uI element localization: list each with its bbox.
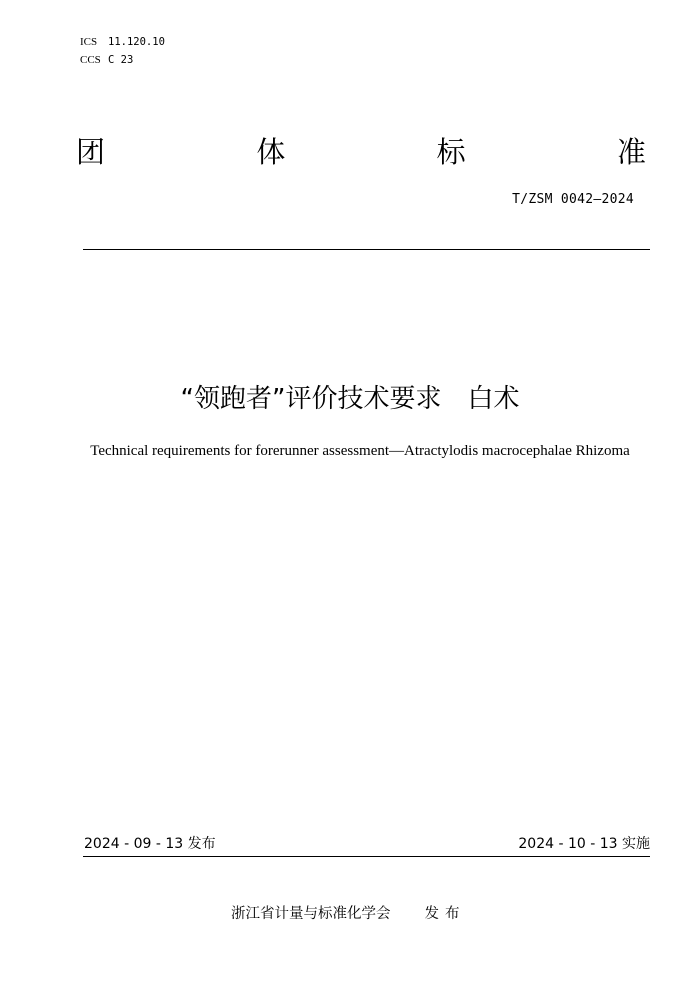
issue-date: 2024 - 09 - 13 发布 [84, 836, 216, 852]
ics-code [80, 35, 165, 49]
publisher-name: 浙江省计量与标准化学会 [231, 906, 391, 922]
ccs-value: C 23 [108, 54, 134, 66]
publisher-line [231, 904, 466, 924]
standard-type-heading [76, 132, 646, 172]
chinese-title: “领跑者”评价技术要求 白术 [180, 384, 520, 414]
ics-label: ICS [80, 36, 98, 48]
publish-action: 发布 [424, 906, 466, 922]
ccs-code [80, 53, 133, 67]
standard-type-char: 团 [76, 135, 106, 169]
top-divider [83, 249, 650, 250]
english-title: Technical requirements for forerunner assessment—Atractylodis macrocephalae Rhizoma [90, 443, 630, 459]
ccs-label: CCS [80, 54, 101, 66]
implementation-date: 2024 - 10 - 13 实施 [518, 836, 650, 852]
bottom-divider [83, 856, 650, 857]
ics-value: 11.120.10 [108, 36, 165, 48]
standard-type-char: 体 [256, 135, 286, 169]
standard-code: T/ZSM 0042—2024 [512, 192, 634, 207]
standard-type-char: 标 [436, 135, 466, 169]
standard-type-char: 准 [616, 135, 646, 169]
